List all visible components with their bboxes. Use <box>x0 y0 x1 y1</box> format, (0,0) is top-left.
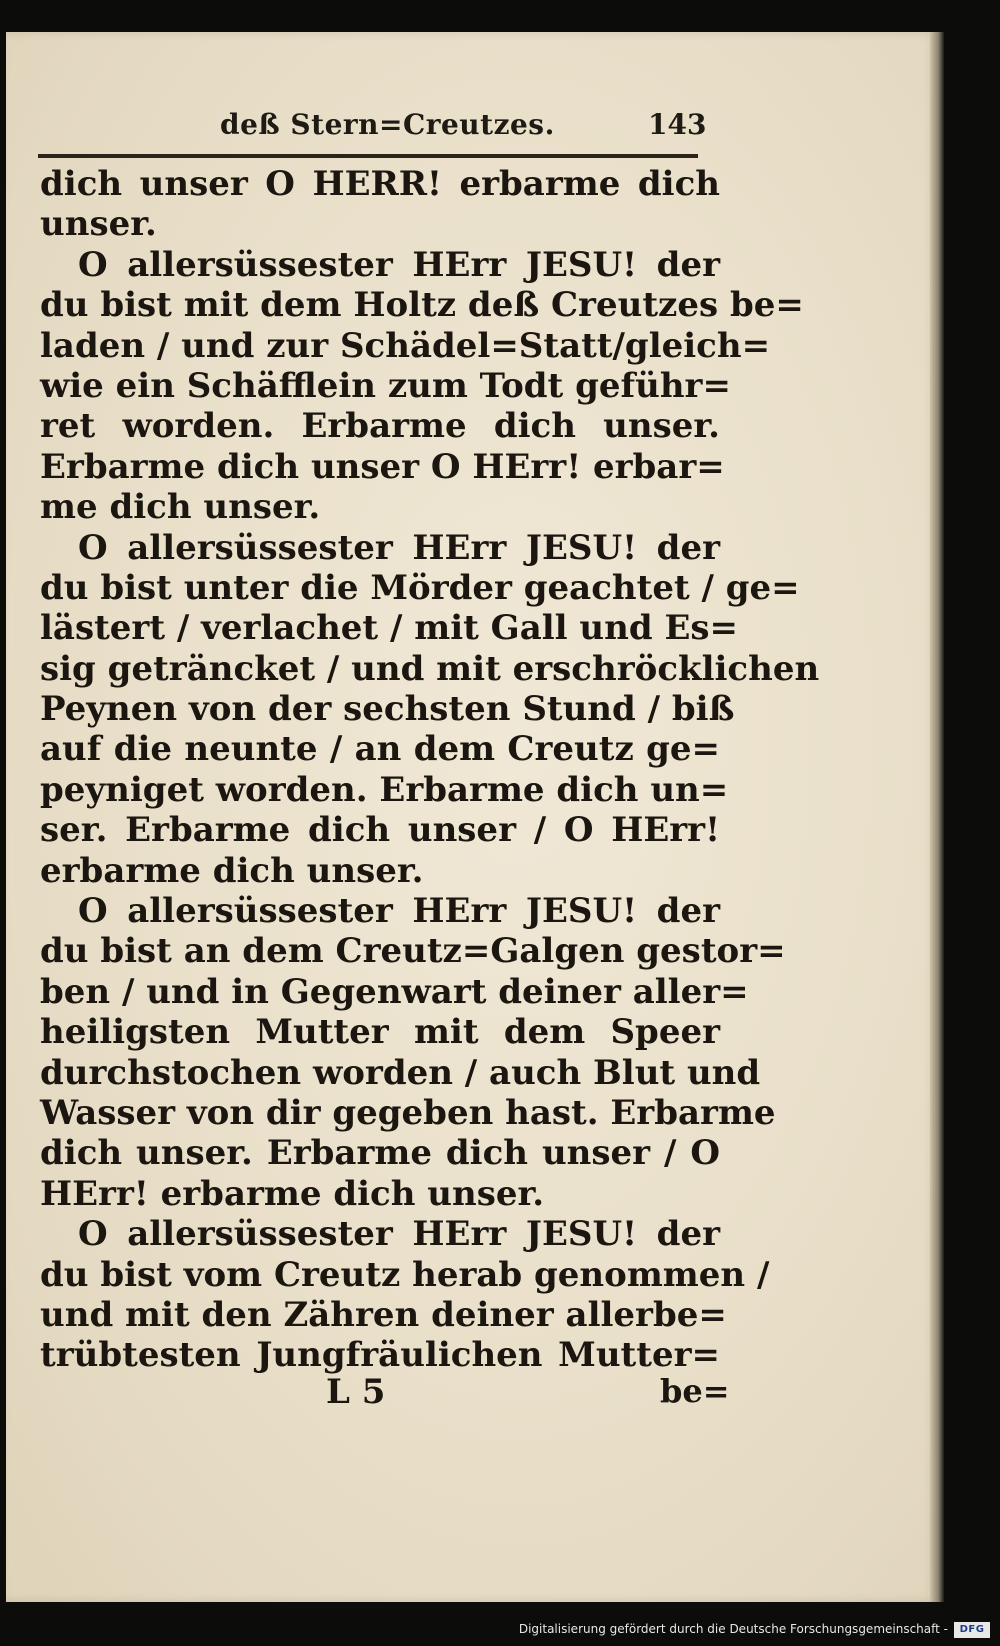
signature-mark: L 5 <box>326 1372 386 1412</box>
text-line: dich unser O HERR! erbarme dich <box>40 164 720 204</box>
body-text <box>40 164 820 1376</box>
text-line: erbarme dich unser. <box>40 850 424 891</box>
text-line: O allersüssester HErr JESU! der <box>78 1214 720 1255</box>
text-line: dich unser. Erbarme dich unser / O <box>40 1133 720 1174</box>
text-line: ben / und in Gegenwart deiner aller= <box>40 971 749 1012</box>
text-line: du bist an dem Creutz=Galgen gestor= <box>40 931 786 972</box>
digitization-credit: Digitalisierung gefördert durch die Deutsche Forschungsgemeinschaft - <box>518 1622 948 1636</box>
text-line: O allersüssester HErr JESU! der <box>78 527 720 568</box>
text-line: lästert / verlachet / mit Gall und Es= <box>40 608 738 649</box>
text-line: auf die neunte / an dem Creutz ge= <box>40 729 720 770</box>
text-line: wie ein Schäfflein zum Todt geführ= <box>40 365 731 406</box>
text-line: ret worden. Erbarme dich unser. <box>40 406 720 447</box>
page-number: 143 <box>648 108 707 141</box>
text-line: laden / und zur Schädel=Statt/gleich= <box>40 325 771 366</box>
text-line: durchstochen worden / auch Blut und <box>40 1052 761 1093</box>
header-rule <box>38 154 698 158</box>
catchword: be= <box>660 1372 730 1410</box>
text-line: du bist unter die Mörder geachtet / ge= <box>40 567 800 608</box>
page-edge-shadow <box>930 32 944 1602</box>
text-line: heiligsten Mutter mit dem Speer <box>40 1012 720 1053</box>
text-line: me dich unser. <box>40 487 321 528</box>
text-line: Peynen von der sechsten Stund / biß <box>40 689 735 730</box>
dfg-logo: DFG <box>954 1622 990 1638</box>
text-line: O allersüssester HErr JESU! der <box>78 244 720 285</box>
text-line: trübtesten Jungfräulichen Mutter= <box>40 1335 720 1376</box>
text-line: ser. Erbarme dich unser / O HErr! <box>40 810 720 851</box>
text-line: Erbarme dich unser O HErr! erbar= <box>40 446 725 487</box>
text-line: HErr! erbarme dich unser. <box>40 1173 545 1214</box>
text-line: O allersüssester HErr JESU! der <box>78 891 720 932</box>
text-line: sig geträncket / und mit erschröcklichen <box>40 648 820 689</box>
running-head <box>44 108 724 156</box>
text-line: und mit den Zähren deiner allerbe= <box>40 1294 727 1335</box>
text-line: du bist vom Creutz herab genommen / <box>40 1254 770 1295</box>
text-line: Wasser von dir gegeben hast. Erbarme <box>40 1092 776 1133</box>
text-line: peyniget worden. Erbarme dich un= <box>40 769 729 810</box>
text-line: du bist mit dem Holtz deß Creutzes be= <box>40 285 804 326</box>
running-title: deß Stern=Creutzes. <box>220 108 555 141</box>
text-line: unser. <box>40 204 157 245</box>
